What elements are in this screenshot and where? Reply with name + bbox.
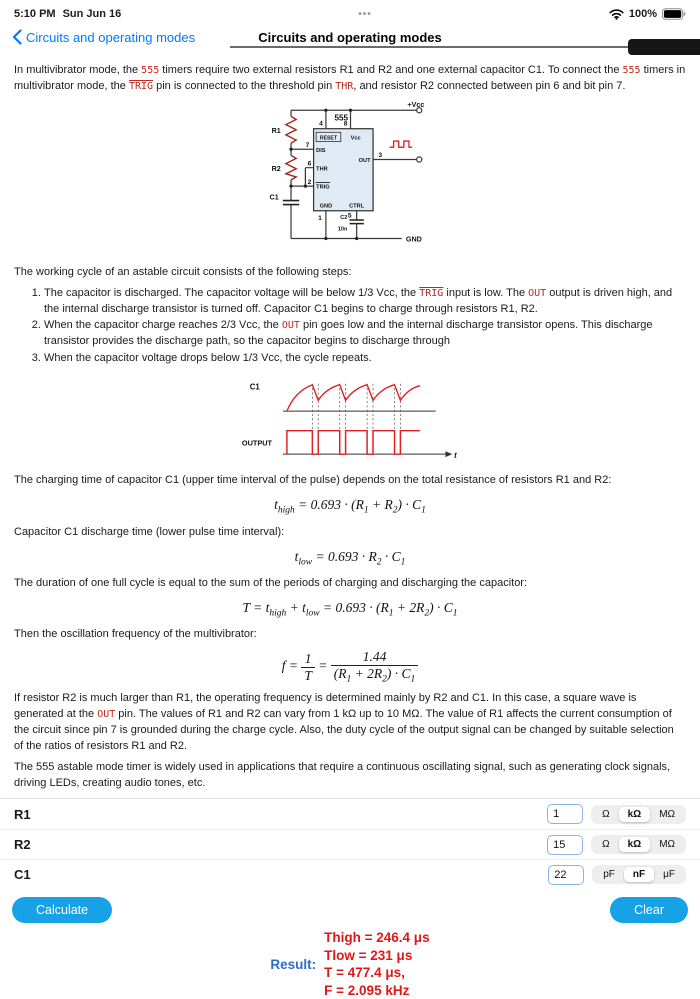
back-label: Circuits and operating modes [26,29,196,45]
c1-unit-pf[interactable]: pF [603,869,615,881]
button-row [0,889,700,925]
r1-unit-segmented [591,805,686,824]
clear-button[interactable]: Clear [610,897,688,923]
intro-paragraph: In multivibrator mode, the 555 timers require two external resistors R1 and R2 and one external capacitor C1. To connect the 555 timers in multivibrator mode, the TRIG pin is connected to the threshold pin THR, and resistor R2 connected between pin 6 and bit pin 7. [14,64,686,92]
c1-label: C1 [269,193,279,202]
r2-note-paragraph: If resistor R2 is much larger than R1, the operating frequency is determined mainly by R2 and C1. In this case, a square wave is generated at the OUT pin. The values of R1 and R2 can vary from 1 kΩ up to 10 MΩ. The value of R1 affects the current consumption of the circuit since pin 7 is grounded during the charge cycle. Also, the duty cycle of the output signal can be changed by suitable selection of the ratios of resistors R1 and R2. [14,692,674,753]
list-item-3: 3. When the capacitor voltage drops below 1/3 Vcc, the cycle repeats. [44,351,686,367]
circuit-diagram [14,100,686,260]
pin6-number: 6 [307,160,312,168]
status-ellipsis-icon[interactable]: ••• [358,8,372,20]
form-row-r2 [0,829,700,859]
status-time: 5:10 PM [14,8,56,20]
trig-pin-label: TRIG [316,184,330,191]
c1-input[interactable] [548,865,584,885]
wifi-icon [609,8,624,20]
c1-unit-nf[interactable]: nF [624,867,654,882]
gnd-label: GND [405,235,422,244]
status-date: Sun Jun 16 [62,8,122,20]
c1-unit-uf[interactable]: μF [663,869,675,881]
list-item-2: 2. When the capacitor charge reaches 2/3 Vcc, the OUT pin goes low and the internal discharge transistor opens. This discharge transistor provides the discharge path, so the capacitor begins to discharge through [44,318,686,350]
r2-field-label: R2 [14,837,31,853]
freq-intro: Then the oscillation frequency of the multivibrator: [14,628,257,641]
r2-unit-mohm[interactable]: MΩ [659,839,675,851]
calculator-section [0,798,700,999]
ctrl-pin-label: CTRL [349,203,365,210]
vcc-label: +Vcc [407,101,425,110]
header [0,0,700,58]
status-left [14,8,121,20]
back-button[interactable] [12,29,195,45]
r2-label: R2 [271,164,281,173]
formula-freq: f = $\frac{1}{T}$ = $\frac{1.44}{(R_1 + 2R_2) \cdot C_1}$ [14,649,686,685]
result-block [0,925,700,999]
clipped-dark-element[interactable] [628,39,700,55]
vcc-pin-label: Vcc [350,135,361,142]
calculate-button[interactable]: Calculate [12,897,112,923]
form-row-r1 [0,799,700,829]
battery-percent: 100% [628,8,657,20]
formula-thigh: $t_{high} = 0.693 \cdot (R_1 + R_2) \cdot C_1$ [274,497,426,516]
waveform-t-label: t [453,451,457,461]
pin7-number: 7 [305,142,310,150]
content [0,63,700,792]
pin2-number: 2 [307,178,312,186]
r1-unit-mohm[interactable]: MΩ [659,808,675,820]
chevron-left-icon [12,29,22,45]
r1-label: R1 [271,126,281,135]
gnd-pin-label: GND [319,203,333,210]
formula-tlow: $t_{low} = 0.693 \cdot R_2 \cdot C_1$ [294,548,406,568]
reset-pin-label: RESET [319,135,337,142]
form-row-c1 [0,859,700,889]
r1-unit-kohm[interactable]: kΩ [619,807,651,822]
pin8-number: 8 [343,120,348,128]
waveform-diagram [14,372,686,468]
pin1-number: 1 [318,214,322,222]
result-line-tlow: Tlow = 231 μs [324,947,413,963]
c1-field-label: C1 [14,867,31,883]
pin4-number: 4 [319,120,323,128]
pin3-number: 3 [378,151,383,159]
formula-period: $T = t_{high} + t_{low} = 0.693 \cdot (R_1 + 2R_2) \cdot C_1$ [242,599,458,619]
steps-list [14,286,686,368]
r1-field-label: R1 [14,806,31,822]
applications-paragraph: The 555 astable mode timer is widely used in applications that require a continuous oscillating signal, such as generating clock signals, driving LEDs, creating audio tones, etc. [14,761,671,790]
c2-value-label: 10n [337,226,348,233]
r1-unit-ohm[interactable]: Ω [602,808,610,820]
r1-input[interactable] [547,804,583,824]
result-label: Result: [270,956,317,972]
circuit-diagram-svg [250,100,450,254]
period-intro: The duration of one full cycle is equal to the sum of the periods of charging and discharging the capacitor: [14,577,528,589]
result-line-period: T = 477.4 μs, [324,965,405,981]
result-line-thigh: Thigh = 246.4 μs [324,930,430,946]
dis-pin-label: DIS [316,147,326,154]
list-item-1: 1. The capacitor is discharged. The capacitor voltage will be below 1/3 Vcc, the TRIG input is low. The OUT output is driven high, and the internal discharge transistor is turned off. Capacitor C1 begins to charge through resistors R1, R2. [44,286,686,318]
page-title: Circuits and operating modes [258,29,442,45]
result-line-freq: F = 2.095 kHz [324,982,410,998]
battery-icon [662,8,686,20]
r2-unit-kohm[interactable]: kΩ [619,837,651,852]
status-bar [0,0,700,24]
scrolled-content-edge [230,46,638,48]
r2-input[interactable] [547,835,583,855]
c2-label: C2 [340,214,348,221]
r2-unit-segmented [591,835,686,854]
waveform-diagram-svg [238,372,463,462]
discharge-intro: Capacitor C1 discharge time (lower pulse time interval): [14,525,285,538]
chip-555-label: 555 [334,113,349,123]
out-pin-label: OUT [358,157,371,164]
charging-intro: The charging time of capacitor C1 (upper time interval of the pulse) depends on the total resistance of resistors R1 and R2: [14,474,612,487]
thr-pin-label: THR [316,166,328,173]
steps-intro: The working cycle of an astable circuit consists of the following steps: [14,265,352,278]
status-right [609,8,686,20]
c1-unit-segmented [592,865,686,884]
r2-unit-ohm[interactable]: Ω [602,839,610,851]
waveform-output-label: OUTPUT [241,438,272,448]
waveform-c1-label: C1 [249,382,260,392]
result-lines [324,929,429,999]
pin5-number: 5 [347,212,352,220]
